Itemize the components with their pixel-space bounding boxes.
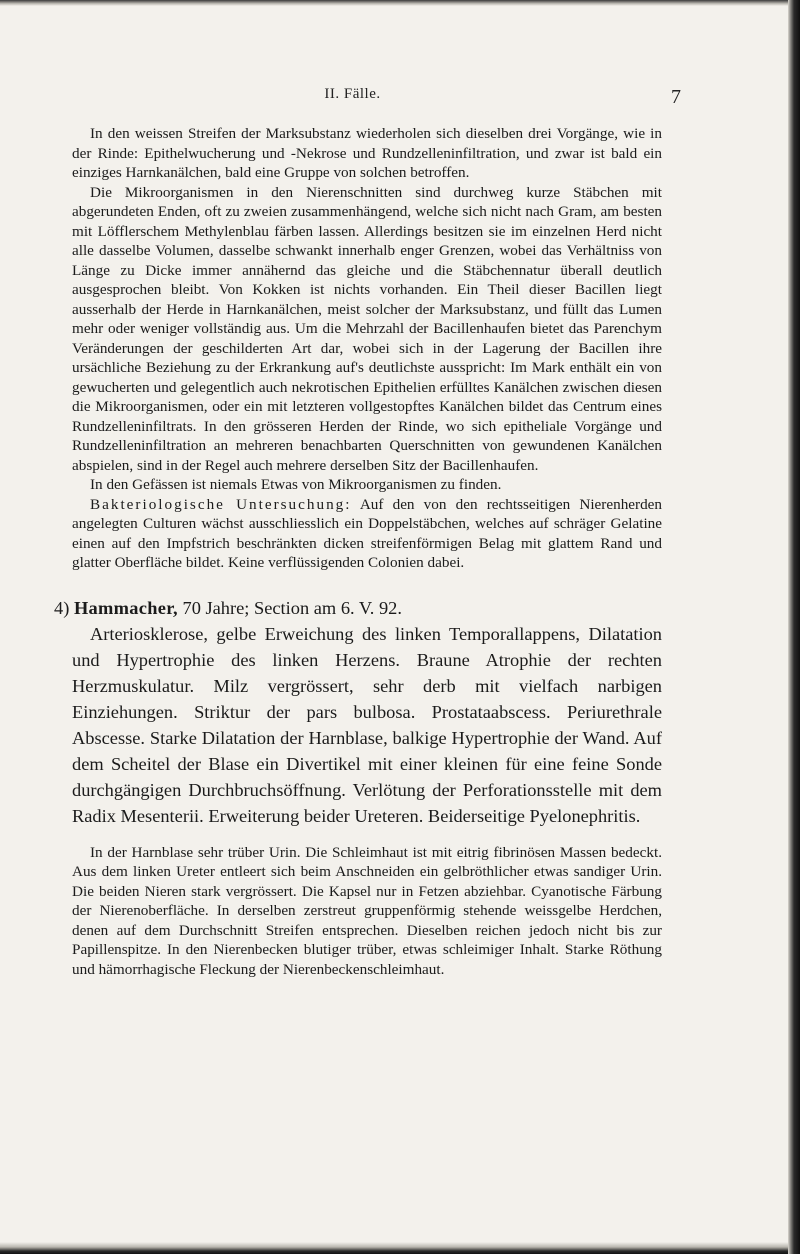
case-number: 4) [54,597,70,618]
paragraph-marksubstanz: In den weissen Streifen der Marksubstanz wiederholen sich dieselben drei Vorgänge, wie in der Rinde: Epithelwucherung und -Nekrose und Rundzelleninfiltration, und zwar ist bald ein einziges Harnkanälchen, bald eine Gruppe von solchen betroffen. [72,125,662,181]
page-top-edge [0,0,792,6]
page-bottom-edge [0,1242,792,1254]
page-content [54,124,663,979]
paragraph-gefaesse: In den Gefässen ist niemals Etwas von Mikroorganismen zu finden. [90,476,502,493]
page-header [60,86,681,108]
case-heading [54,595,662,621]
paragraph-bakteriologie [72,495,662,573]
bakteriologie-label: Bakteriologische Untersuchung: [90,495,352,513]
running-head: II. Fälle. [324,86,381,102]
book-spine-edge [788,0,800,1254]
bakteriologie-text: Auf den von den rechtsseitigen Nierenherden angelegten Culturen wächst ausschliesslich ein Doppelstäbchen, welches auf schräger Gelatine einen auf den Impfstrich beschränkten dicken streifenförmigen Belag mit glattem Rand und glatter Oberfläche bildet. Keine verflüssigenden Colonien dabei. [72,495,663,571]
case-4 [54,595,662,829]
case-findings: In der Harnblase sehr trüber Urin. Die Schleimhaut ist mit eitrig fibrinösen Massen bedeckt. Aus dem linken Ureter entleert sich beim Anschneiden ein gelbröthlicher etwas sandiger Urin. Die beiden Nieren stark vergrössert. Die Kapsel nur in Fetzen abziehbar. Cyanotische Färbung der Nierenoberfläche. In derselben zerstreut gruppenförmig stehende weissgelbe Herdchen, denen auf dem Durchschnitt Streifen entsprechen. Dieselben reichen jedoch nicht bis zur Papillenspitze. In den Nierenbecken blutiger trüber, etwas schleimiger Inhalt. Starke Röthung und hämorrhagische Fleckung der Nierenbeckenschleimhaut. [72,843,662,978]
case-diagnosis: Arteriosklerose, gelbe Erweichung des linken Temporallappens, Dilatation und Hypertrophie des linken Herzens. Braune Atrophie der rechten Herzmuskulatur. Milz vergrössert, sehr derb mit vielfach narbigen Einziehungen. Striktur der pars bulbosa. Prostataabscess. Periurethrale Abscesse. Starke Dilatation der Harnblase, balkige Hypertrophie der Wand. Auf dem Scheitel der Blase ein Divertikel mit einer kleinen für eine feine Sonde durchgängigen Durchbruchsöffnung. Verlötung der Perforationsstelle mit dem Radix Mesenterii. Erweiterung beider Ureteren. Beiderseitige Pyelonephritis. [72,623,662,826]
paragraph-mikroorganismen: Die Mikroorganismen in den Nierenschnitten sind durchweg kurze Stäbchen mit abgerundeten Enden, oft zu zweien zusammenhängend, welche sich nicht nach Gram, am besten mit Löfflerschem Methylenblau färben lassen. Allerdings besitzen sie im einzelnen Herd nicht alle dasselbe Volumen, dasselbe schwankt innerhalb enger Grenzen, wobei das Verhältniss von Länge zu Dicke immer annähernd das gleiche und die Stäbchennatur überall deutlich ausgesprochen bleibt. Von Kokken ist nichts vorhanden. Ein Theil dieser Bacillen liegt ausserhalb der Herde in Harnkanälchen, meist solcher der Marksubstanz, und füllt das Lumen mehr oder weniger vollständig aus. Um die Mehrzahl der Bacillenhaufen bietet das Parenchym Veränderungen der geschilderten Art dar, wobei sich in der Lagerung der Bacillen ihre ursächliche Beziehung zu der Erkrankung auf's deutlichste ausspricht: Im Mark enthält ein von gewucherten und gelegentlich auch nekrotischen Epithelien erfülltes Kanälchen zwischen diesen die Mikroorganismen, oder ein mit letzteren vollgestopftes Kanälchen bildet das Centrum eines Rundzelleninfiltrats. In den grösseren Herden der Rinde, wo sich epitheliale Vorgänge und Rundzelleninfiltration an mehreren benachbarten Querschnitten von gewundenen Kanälchen abspielen, sind in der Regel auch mehrere derselben Sitz der Bacillenhaufen. [72,183,662,474]
case-details: 70 Jahre; Section am 6. V. 92. [177,597,402,618]
case-findings-block [72,843,662,980]
case-name: Hammacher, [73,597,178,618]
page-number: 7 [671,86,681,108]
